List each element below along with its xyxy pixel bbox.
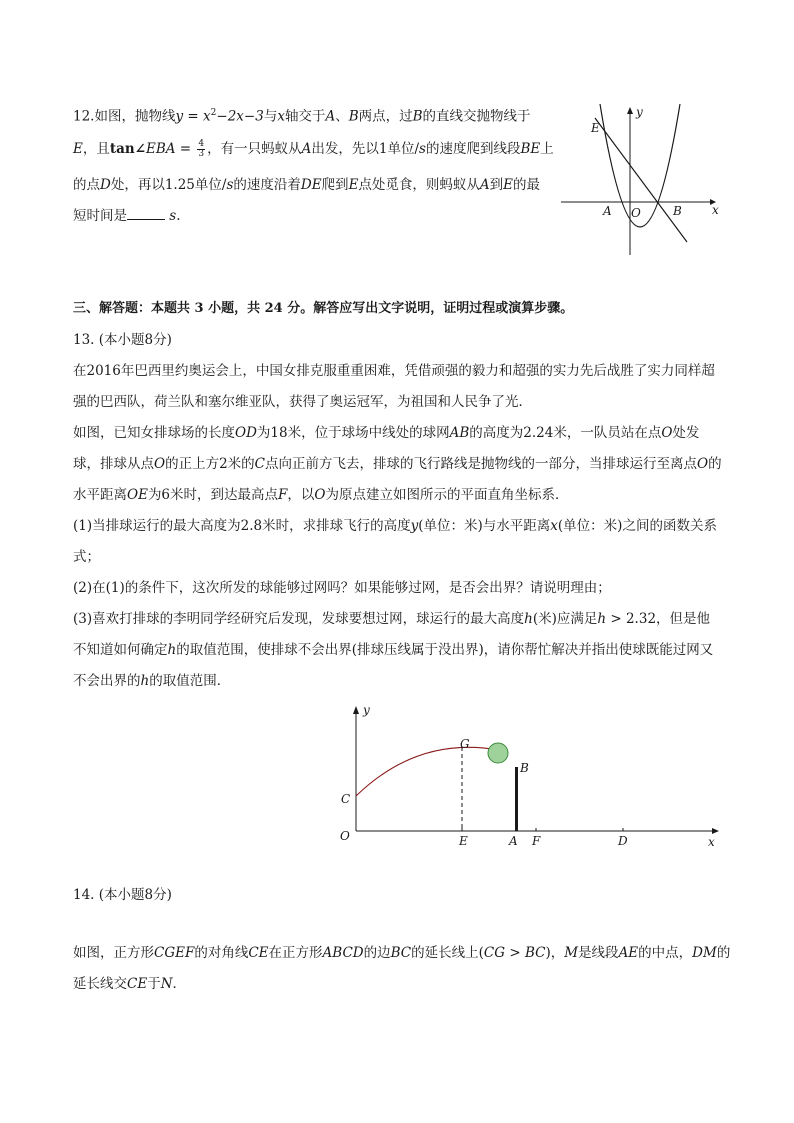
section-3-heading: 三、解答题：本题共 3 小题，共 24 分。解答应写出文字说明，证明过程或演算步骤。 — [73, 301, 574, 316]
ball-trajectory — [356, 747, 498, 796]
fig12-label-x: x — [712, 203, 719, 217]
x-axis-arrow — [712, 828, 719, 834]
fig13-label-B: B — [520, 761, 529, 775]
fraction-four-thirds: $\frac{4}{3}$ — [198, 139, 205, 159]
answer-blank — [127, 207, 165, 220]
q12-parabola-figure — [555, 100, 725, 262]
fig12-label-B: B — [673, 204, 682, 218]
fig13-label-F: F — [532, 834, 541, 848]
q12-line-4: 短时间是 s. — [73, 208, 181, 224]
fig12-label-A: A — [603, 204, 612, 218]
q13-subquestion-3: (3)喜欢打排球的李明同学经研究后发现，发球要想过网，球运行的最大高度h(米)应满足h > 2.32，但是他不知道如何确定h的取值范围，使排球不会出界(排球压线属于没出界)，请你帮忙解决并指出使球既能过网又不会出界的h的取值范围． — [73, 611, 714, 689]
fig13-label-E: E — [459, 834, 468, 848]
net-AB — [515, 767, 518, 831]
y-axis-arrow — [353, 706, 359, 714]
fig13-label-D: D — [618, 834, 628, 848]
fig13-label-C: C — [341, 792, 351, 806]
q13-header: 13. (本小题8分) — [73, 332, 172, 348]
q12-line-2: E，且tan∠EBA = $\frac{4}{3}$ ，有一只蚂蚁从A出发，先以1单位/s的速度爬到线段BE上 — [73, 139, 554, 159]
fig13-label-O: O — [340, 829, 350, 843]
fig13-label-G: G — [460, 737, 470, 751]
q14-header: 14. (本小题8分) — [73, 887, 172, 903]
q13-subquestion-2: (2)在(1)的条件下，这次所发的球能够过网吗？如果能够过网，是否会出界？请说明理由； — [73, 580, 611, 596]
fig13-label-A: A — [509, 834, 518, 848]
q13-paragraph-2: 如图，已知女排球场的长度OD为18米，位于球场中线处的球网AB的高度为2.24米，一队员站在点O处发球，排球从点O的正上方2米的C点向正前方飞去，排球的飞行路线是抛物线的一部分，当排球运行至离点O的水平距离OE为6米时，到达最高点F，以O为原点建立如图所示的平面直角坐标系． — [73, 425, 722, 503]
q13-paragraph-1: 在2016年巴西里约奥运会上，中国女排克服重重困难，凭借顽强的毅力和超强的实力先后战胜了实力同样超强的巴西队，荷兰队和塞尔维亚队，获得了奥运冠军，为祖国和人民争了光． — [73, 363, 715, 410]
q12-line-3: 的点D处，再以1.25单位/s的速度沿着DE爬到E点处觅食，则蚂蚁从A到E的最 — [73, 177, 541, 193]
y-axis-arrow — [627, 107, 633, 114]
q14-line-2: 延长线交CE于N． — [73, 976, 186, 992]
q14-line-1: 如图，正方形CGEF的对角线CE在正方形ABCD的边BC的延长线上(CG > BC)，M是线段AE的中点，DM的 — [73, 945, 731, 961]
q13-volleyball-figure — [330, 700, 730, 850]
fig13-label-y: y — [363, 703, 370, 717]
line-through-B-and-E — [595, 118, 687, 242]
volleyball — [488, 743, 508, 763]
fig12-label-y: y — [636, 105, 643, 119]
q12-number: 12. — [73, 108, 95, 125]
q12-line-1: 12.如图，抛物线$y = x^2-2x-3$与x轴交于A、B两点，过B的直线交抛物线于 — [73, 108, 531, 125]
q13-subquestion-1: (1)当排球运行的最大高度为2.8米时，求排球飞行的高度y(单位：米)与水平距离x(单位：米)之间的函数关系式； — [73, 518, 717, 565]
fig12-label-O: O — [631, 206, 641, 220]
fig12-label-E: E — [591, 121, 600, 135]
fig13-label-x: x — [708, 835, 715, 849]
